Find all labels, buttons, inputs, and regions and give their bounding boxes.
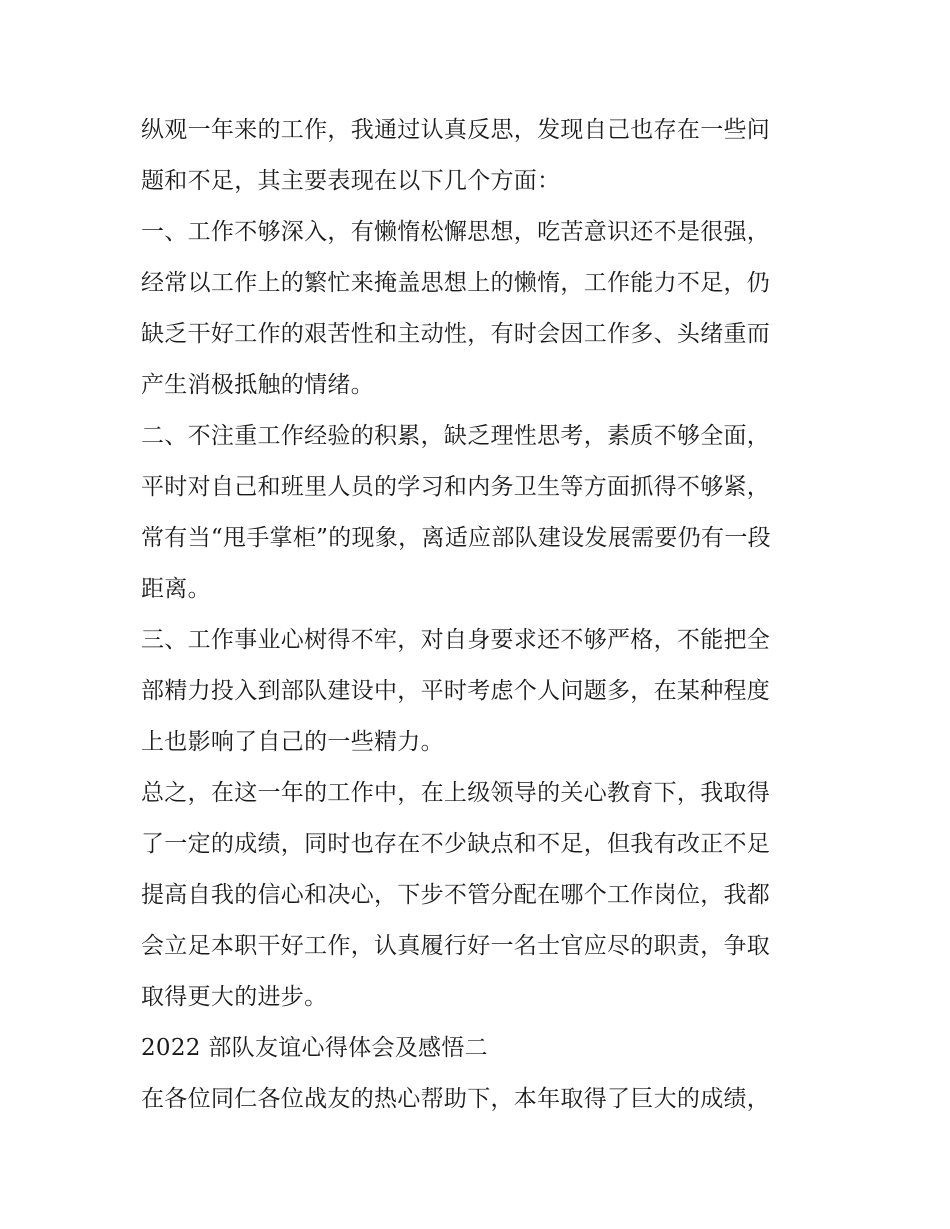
section-heading: 2022 部队友谊心得体会及感悟二	[141, 1035, 488, 1061]
text-line: 上也影响了自己的一些精力。	[141, 729, 444, 755]
text-line: 题和不足，其主要表现在以下几个方面：	[141, 168, 561, 194]
text-line: 产生消极抵触的情绪。	[141, 372, 374, 398]
text-line: 常有当“甩手掌柜”的现象，离适应部队建设发展需要仍有一段	[141, 525, 771, 551]
text-line: 会立足本职干好工作，认真履行好一名士官应尽的职责，争取	[141, 933, 771, 959]
document-body	[141, 105, 813, 1125]
text-line: 部精力投入到部队建设中，平时考虑个人问题多，在某种程度	[141, 678, 771, 704]
text-line: 平时对自己和班里人员的学习和内务卫生等方面抓得不够紧，	[141, 474, 771, 500]
text-line: 经常以工作上的繁忙来掩盖思想上的懒惰，工作能力不足，仍	[141, 270, 771, 296]
text-line: 三、工作事业心树得不牢，对自身要求还不够严格，不能把全	[141, 627, 771, 653]
text-line: 距离。	[141, 576, 211, 602]
text-line: 总之，在这一年的工作中，在上级领导的关心教育下，我取得	[141, 780, 771, 806]
text-line: 一、工作不够深入，有懒惰松懈思想，吃苦意识还不是很强，	[141, 219, 771, 245]
text-line: 纵观一年来的工作，我通过认真反思，发现自己也存在一些问	[141, 117, 771, 143]
text-line: 在各位同仁各位战友的热心帮助下，本年取得了巨大的成绩，	[141, 1086, 771, 1112]
text-line: 取得更大的进步。	[141, 984, 328, 1010]
text-line: 了一定的成绩，同时也存在不少缺点和不足，但我有改正不足	[141, 831, 771, 857]
text-line: 缺乏干好工作的艰苦性和主动性，有时会因工作多、头绪重而	[141, 321, 771, 347]
text-line: 提高自我的信心和决心，下步不管分配在哪个工作岗位，我都	[141, 882, 771, 908]
text-line: 二、不注重工作经验的积累，缺乏理性思考，素质不够全面，	[141, 423, 771, 449]
